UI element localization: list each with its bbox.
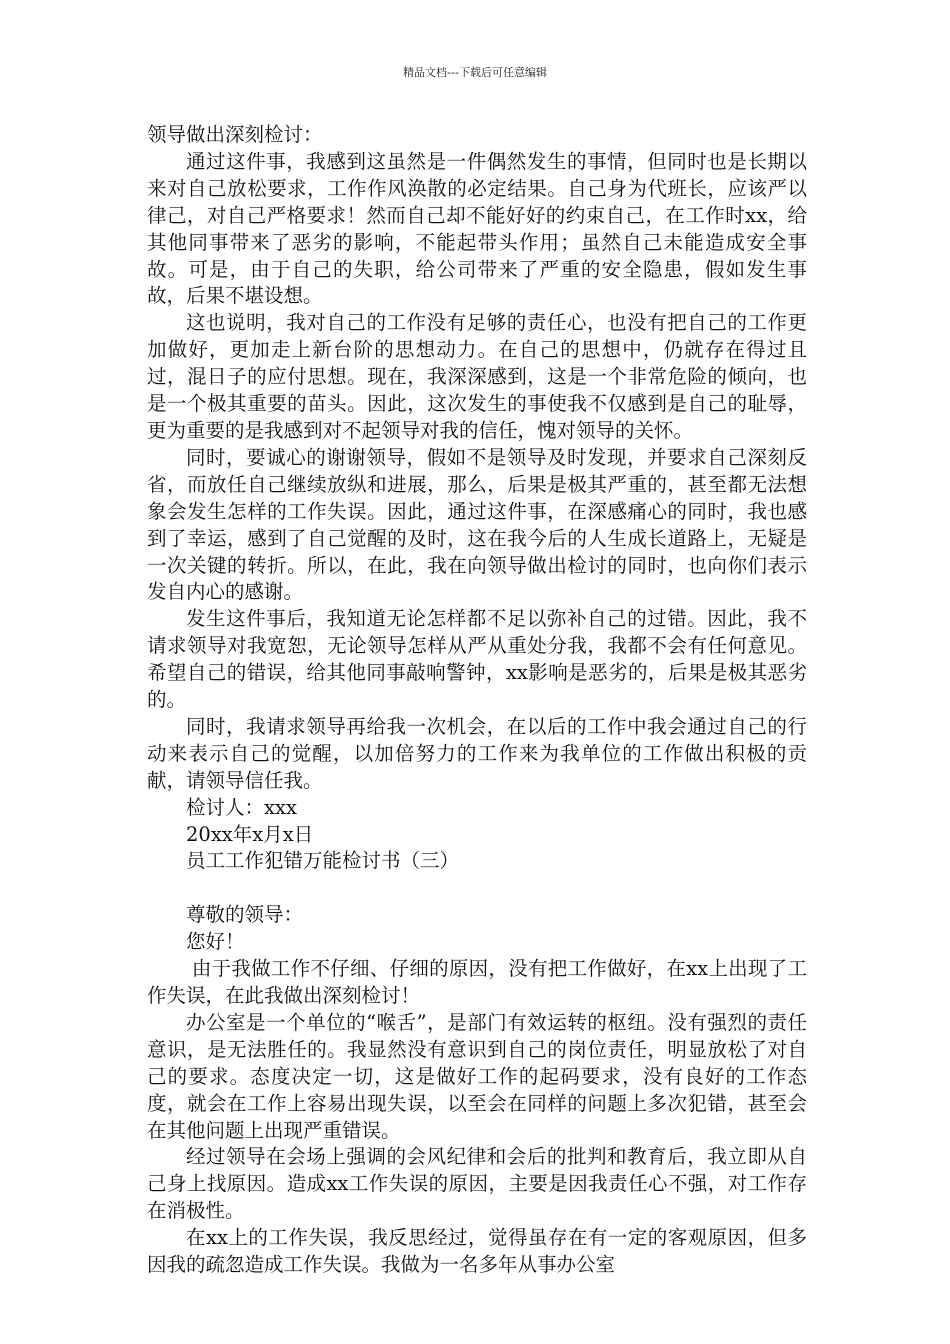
page-header: 精品文档---下载后可任意编辑 [403,66,547,79]
signature: 检讨人：xxx [186,795,297,819]
paragraph-opening: 领导做出深刻检讨： [147,123,323,146]
paragraph: 发生这件事后，我知道无论怎样都不足以弥补自己的过错。因此，我不请求领导对我宽恕，无论领导怎样从严从重处分我，我都不会有任何意见。希望自己的错误，给其他同事敲响警钟，xx影响是恶劣的，后果是极其恶劣的。 [147,607,807,712]
paragraph: 在xx上的工作失误，我反思经过，觉得虽存在有一定的客观原因，但多因我的疏忽造成工作失误。我做为一名多年从事办公室 [147,1226,807,1277]
section-title: 员工工作犯错万能检讨书（三） [186,849,460,873]
blank-line [147,875,807,902]
paragraph: 通过这件事，我感到这虽然是一件偶然发生的事情，但同时也是长期以来对自己放松要求，工作作风涣散的必定结果。自己身为代班长，应该严以律己，对自己严格要求！然而自己却不能好好的约束自己，在工作时xx，给其他同事带来了恶劣的影响，不能起带头作用；虽然自己未能造成安全事故。可是，由于自己的失职，给公司带来了严重的安全隐患，假如发生事故，后果不堪设想。 [147,149,807,308]
paragraph: 这也说明，我对自己的工作没有足够的责任心，也没有把自己的工作更加做好，更加走上新台阶的思想动力。在自己的思想中，仍就存在得过且过，混日子的应付思想。现在，我深深感到，这是一个非常危险的倾向，也是一个极其重要的苗头。因此，这次发生的事使我不仅感到是自己的耻辱，更为重要的是我感到对不起领导对我的信任，愧对领导的关怀。 [147,311,807,442]
date: 20xx年x月x日 [186,822,314,846]
paragraph: 同时，要诚心的谢谢领导，假如不是领导及时发现，并要求自己深刻反省，而放任自己继续放纵和进展，那么，后果是极其严重的，甚至都无法想象会发生怎样的工作失误。因此，通过这件事，在深感痛心的同时，我也感到了幸运，感到了自己觉醒的及时，这在我今后的人生成长道路上，无疑是一次关键的转折。所以，在此，我在向领导做出检讨的同时，也向你们表示发自内心的感谢。 [147,445,807,604]
paragraph: 经过领导在会场上强调的会风纪律和会后的批判和教育后，我立即从自己身上找原因。造成xx工作失误的原因，主要是因我责任心不强，对工作存在消极性。 [147,1145,807,1223]
salutation: 尊敬的领导： [186,903,304,927]
document-body [147,122,807,1279]
paragraph: 由于我做工作不仔细、仔细的原因，没有把工作做好，在xx上出现了工作失误，在此我做出深刻检讨！ [147,957,807,1007]
paragraph: 同时，我请求领导再给我一次机会，在以后的工作中我会通过自己的行动来表示自己的觉醒，以加倍努力的工作来为我单位的工作做出积极的贡献，请领导信任我。 [147,714,807,792]
paragraph: 办公室是一个单位的“喉舌”，是部门有效运转的枢纽。没有强烈的责任意识，是无法胜任的。我显然没有意识到自己的岗位责任，明显放松了对自己的要求。态度决定一切，这是做好工作的起码要求，没有良好的工作态度，就会在工作上容易出现失误，以至会在同样的问题上多次犯错，甚至会在其他问题上出现严重错误。 [147,1010,807,1142]
greeting: 您好！ [186,930,245,954]
